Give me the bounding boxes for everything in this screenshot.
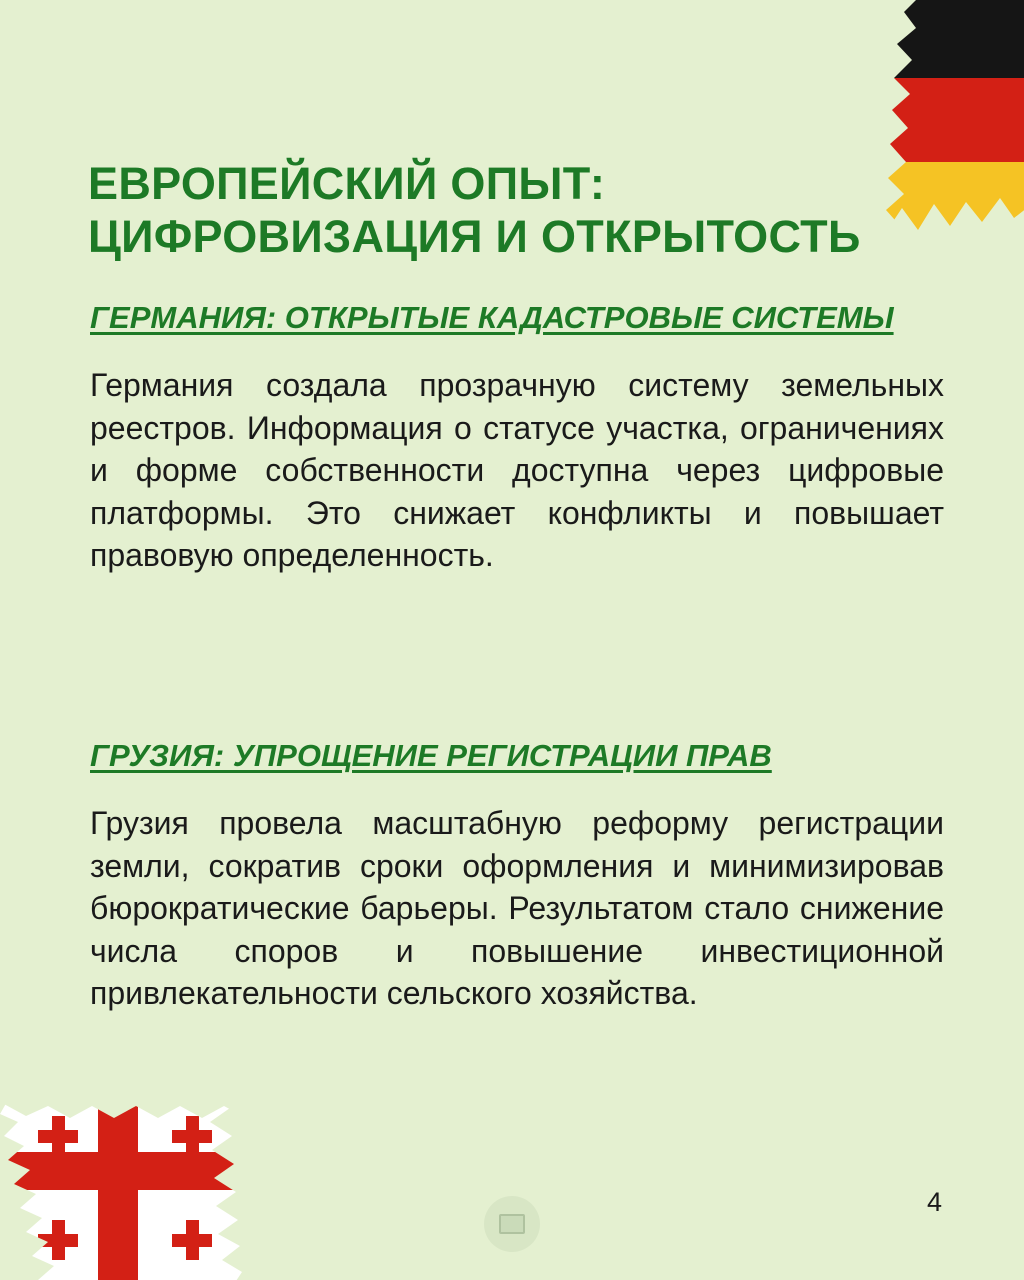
section-germany-heading: ГЕРМАНИЯ: ОТКРЫТЫЕ КАДАСТРОВЫЕ СИСТЕМЫ bbox=[90, 300, 894, 335]
section-georgia-body: Грузия провела масштабную реформу регистрации земли, сократив сроки оформления и минимизировав бюрократические барьеры. Результатом стало снижение числа споров и повышение инвестиционной привлекательности сельского хозяйства. bbox=[90, 805, 944, 1012]
image-watermark-icon bbox=[484, 1196, 540, 1252]
georgia-flag-brush-icon bbox=[0, 1100, 290, 1280]
section-georgia-heading: ГРУЗИЯ: УПРОЩЕНИЕ РЕГИСТРАЦИИ ПРАВ bbox=[90, 738, 772, 773]
georgia-flag-brush-mask bbox=[0, 1100, 290, 1280]
image-watermark-glyph bbox=[499, 1214, 525, 1234]
section-germany bbox=[90, 298, 944, 577]
page-title-line-1: ЕВРОПЕЙСКИЙ ОПЫТ: bbox=[88, 158, 606, 210]
page-number: 4 bbox=[926, 1187, 942, 1217]
page-title-line-2: ЦИФРОВИЗАЦИЯ И ОТКРЫТОСТЬ bbox=[88, 210, 861, 262]
page-title bbox=[88, 158, 958, 263]
section-georgia bbox=[90, 736, 944, 1015]
section-germany-body: Германия создала прозрачную систему земельных реестров. Информация о статусе участка, ограничениях и форме собственности доступна через цифровые платформы. Это снижает конфликты и повышает правовую определенность. bbox=[90, 367, 944, 574]
